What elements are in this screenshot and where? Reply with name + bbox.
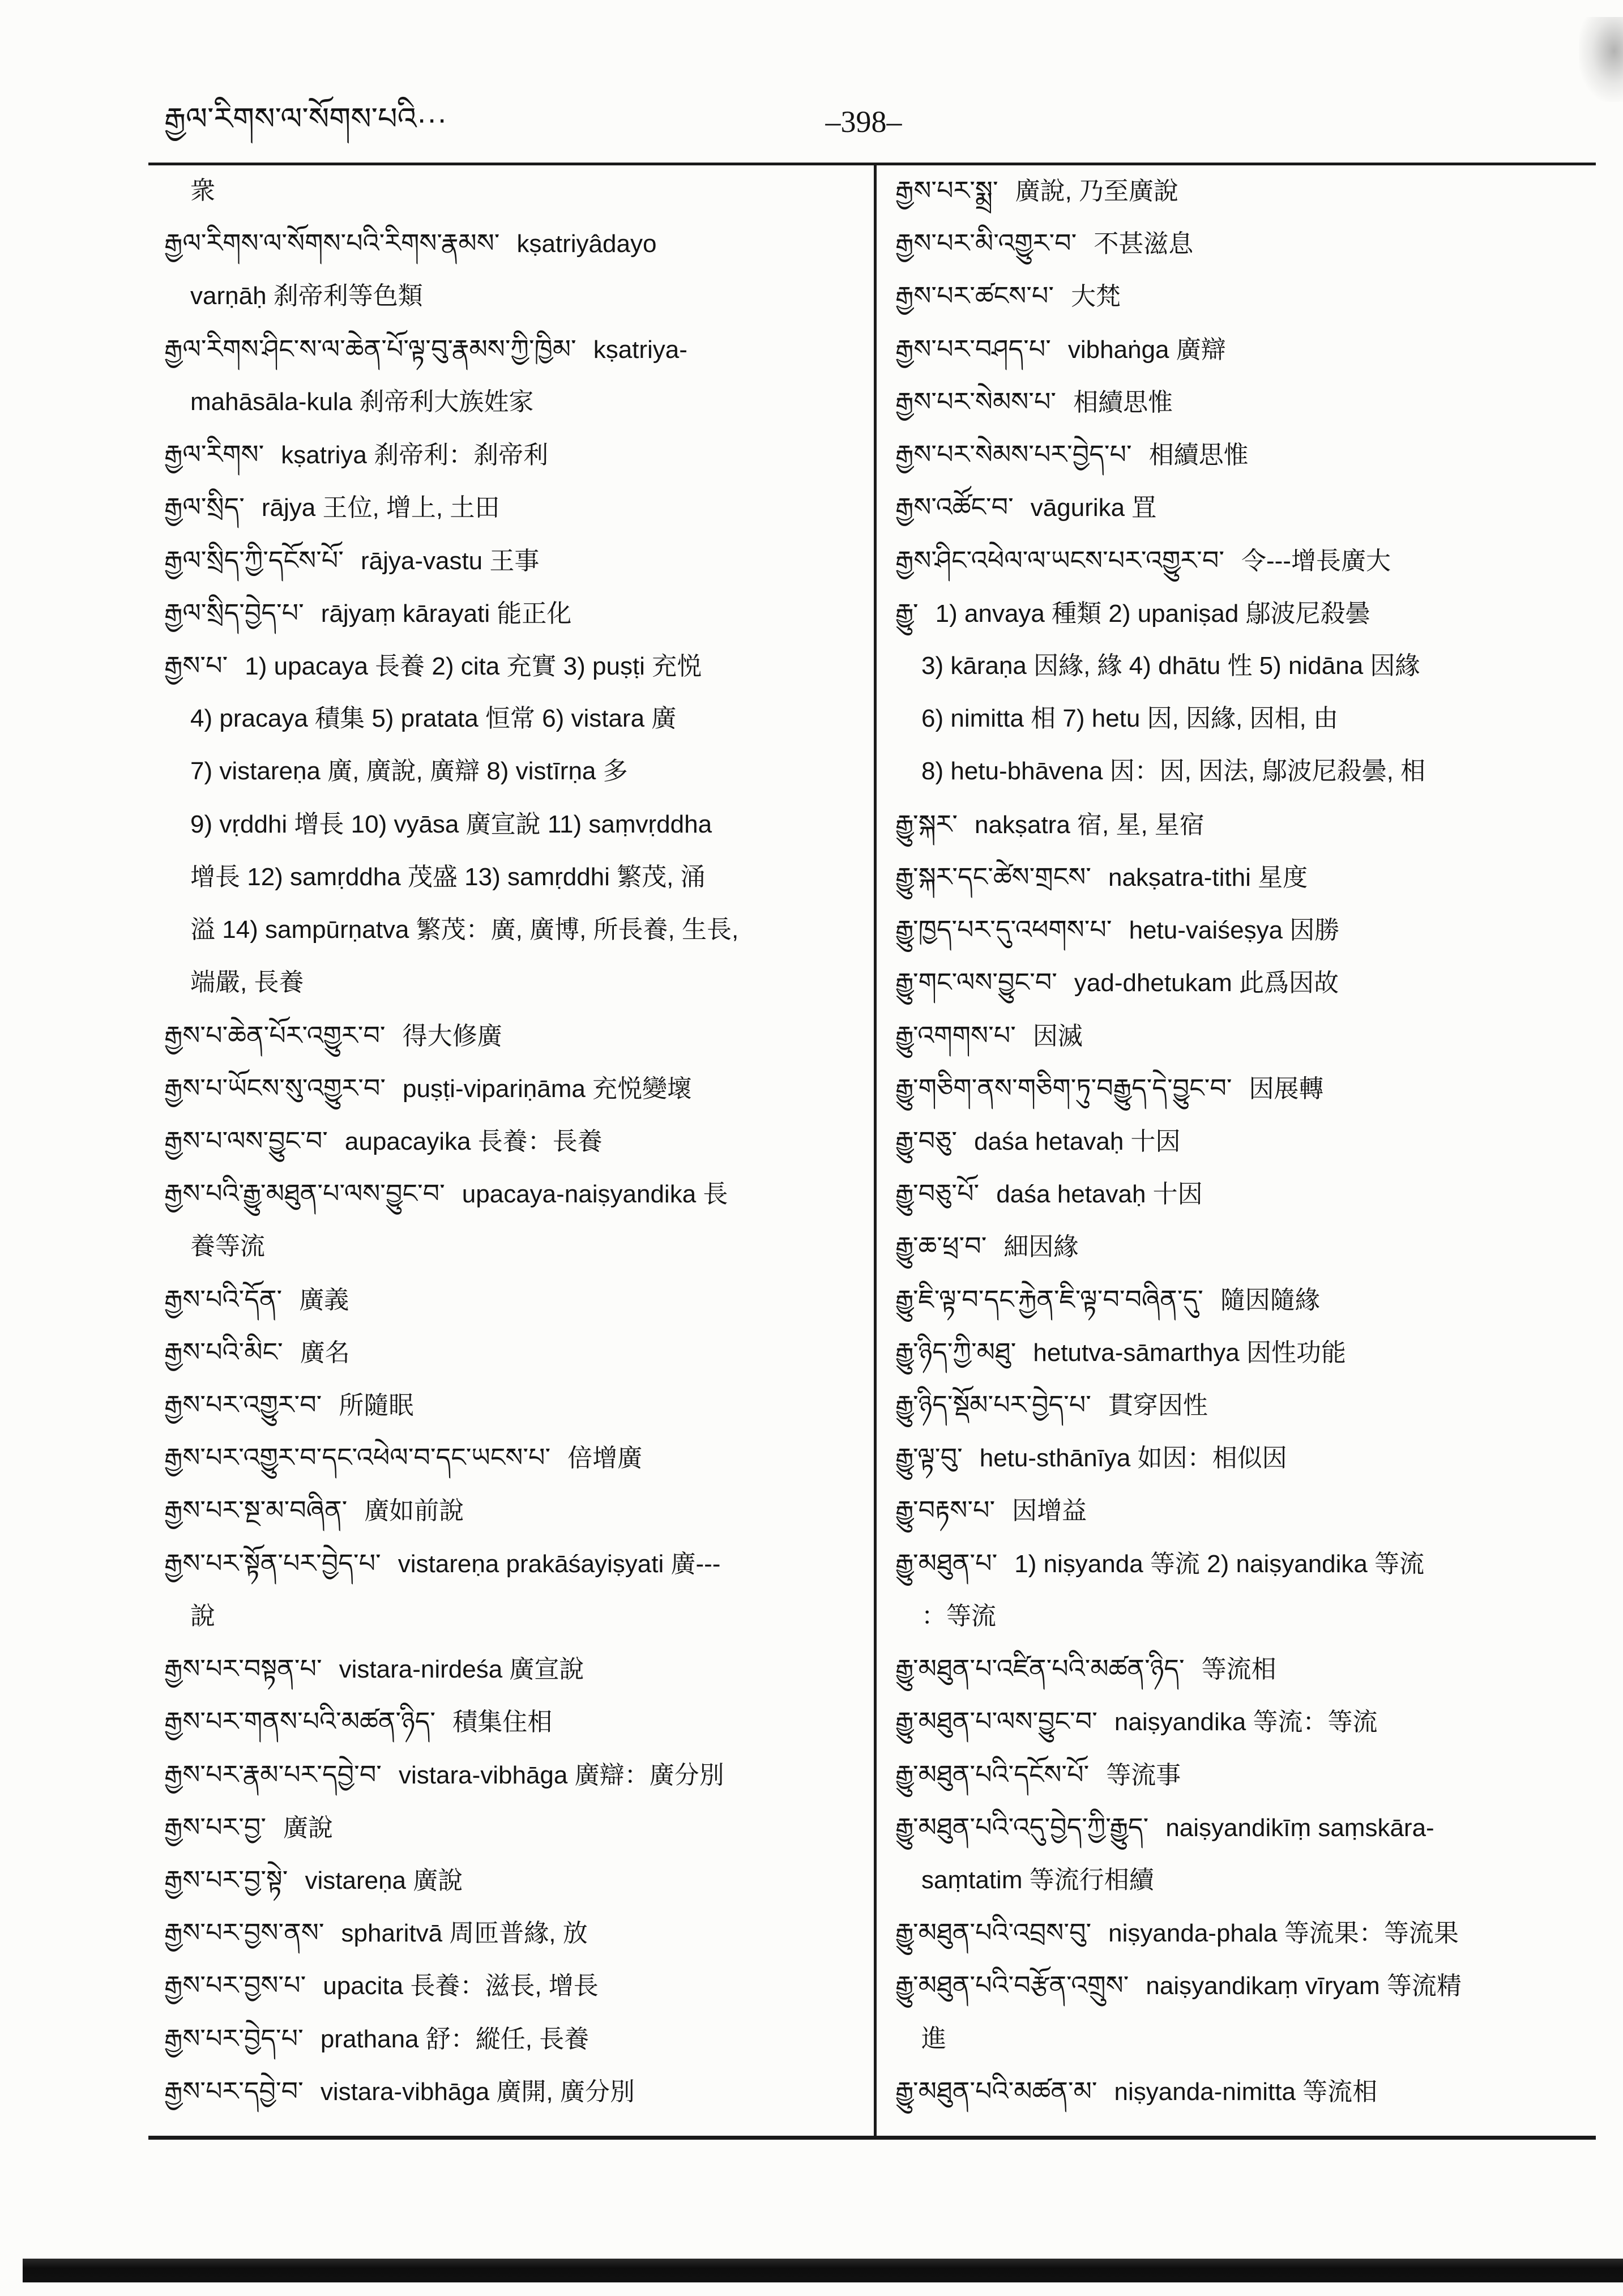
dictionary-entry [895, 1379, 1593, 1431]
entry-headword-line [895, 1537, 1593, 1590]
dictionary-entry [895, 1167, 1593, 1220]
entry-continuation-line: ：等流 [921, 1602, 996, 1630]
entry-definition: vibhaṅga 廣辯 [1067, 335, 1226, 364]
entry-headword-line [164, 1115, 866, 1167]
dictionary-entry [164, 1906, 866, 1959]
entry-headword-line [164, 1906, 866, 1959]
entry-definition: upacaya-naiṣyandika 長 [462, 1180, 728, 1209]
entry-definition: prathana 舒：縱任, 長養 [320, 2025, 590, 2053]
page-number: –398– [825, 105, 902, 139]
dictionary-entry [895, 1537, 1593, 1642]
entry-definition: naiṣyandikaṃ vīryam 等流精 [1146, 1972, 1462, 2000]
entry-continuation-line: 6) nimitta 相 7) hetu 因, 因緣, 因相, 由 [921, 705, 1338, 733]
tibetan-headword: རྒྱུ་ཉིད་སྡོམ་པར་བྱེད་པ་ [895, 1390, 1091, 1420]
dictionary-entry [164, 217, 866, 322]
tibetan-headword: རྒྱུ་མཐུན་པའི་མཚན་མ་ [895, 2076, 1097, 2106]
entry-headword-line [164, 1009, 866, 1062]
dictionary-entry [895, 956, 1593, 1009]
dictionary-entry [164, 1748, 866, 1801]
dictionary-entry [895, 1009, 1593, 1062]
entry-definition: 積集住相 [452, 1708, 553, 1736]
tibetan-headword: རྒྱལ་རིགས་ [164, 439, 264, 470]
entry-headword-line [895, 1801, 1593, 1854]
entry-headword-line [164, 1273, 866, 1326]
tibetan-headword: རྒྱས་པར་བྱ་སྟེ་ [164, 1865, 288, 1894]
entry-headword-line [895, 587, 1593, 639]
entry-headword-line [895, 1748, 1593, 1801]
entry-continuation-line: 養等流 [190, 1232, 265, 1261]
tibetan-headword: རྒྱས་པར་སྨྲ་ [895, 176, 998, 205]
entry-definition: rājya-vastu 王事 [360, 547, 540, 575]
entry-headword-line [895, 534, 1593, 587]
entry-headword-line [164, 2012, 866, 2065]
entry-definition: puṣṭi-vipariṇāma 充悦變壞 [403, 1074, 693, 1103]
tibetan-headword: རྒྱས་པར་བྱ་ [164, 1812, 267, 1842]
dictionary-entry [895, 217, 1593, 270]
dictionary-entry [164, 1009, 866, 1062]
tibetan-headword: རྒྱུ་མཐུན་པའི་འདུ་བྱེད་ཀྱི་རྒྱུད་ [895, 1812, 1149, 1842]
entry-definition: daśa hetavaḥ 十因 [974, 1127, 1181, 1155]
entry-continuation-line: 9) vṛddhi 增長 10) vyāsa 廣宣說 11) saṃvṛddha [190, 810, 712, 838]
entry-definition: vistara-vibhāga 廣辯：廣分別 [398, 1761, 724, 1789]
entry-definition: 1) anvaya 種類 2) upaniṣad 鄔波尼殺曇 [935, 599, 1370, 628]
entry-headword-line [895, 1167, 1593, 1220]
dictionary-entry [895, 323, 1593, 375]
entry-headword-line [895, 903, 1593, 956]
entry-definition: 相續思惟 [1148, 441, 1249, 470]
entry-definition: 廣說 [283, 1813, 334, 1842]
entry-definition: niṣyanda-nimitta 等流相 [1114, 2077, 1378, 2106]
entry-headword-line [164, 1326, 866, 1379]
tibetan-headword: རྒྱུ་འགགས་པ་ [895, 1020, 1016, 1050]
tibetan-headword: རྒྱས་པ་ [164, 650, 228, 680]
dictionary-entry [895, 428, 1593, 481]
dictionary-entry [164, 1484, 866, 1537]
dictionary-entry [895, 2065, 1593, 2118]
tibetan-headword: རྒྱས་པར་བསྟན་པ་ [164, 1654, 322, 1684]
tibetan-headword: རྒྱུ་སྐར་ [895, 809, 958, 839]
tibetan-headword: རྒྱུ་བཅུ་ [895, 1125, 958, 1155]
dictionary-entry [895, 1115, 1593, 1167]
dictionary-entry [164, 1431, 866, 1484]
entry-headword-line [895, 428, 1593, 481]
dictionary-entry [895, 1484, 1593, 1537]
entry-headword-line [164, 1167, 866, 1220]
dictionary-entry [164, 164, 866, 217]
tibetan-headword: རྒྱས་པར་དབྱེ་བ་ [164, 2076, 304, 2106]
entry-definition: hetu-sthānīya 如因：相似因 [979, 1444, 1287, 1473]
tibetan-headword: རྒྱལ་སྲིད་ [164, 492, 245, 522]
tibetan-headword: རྒྱས་པར་བྱས་ནས་ [164, 1918, 324, 1948]
entry-headword-line [164, 323, 866, 375]
tibetan-headword: རྒྱས་པའི་དོན་ [164, 1284, 283, 1314]
entry-definition: 因展轉 [1249, 1074, 1324, 1103]
dictionary-entry [895, 587, 1593, 798]
entry-headword-line [895, 1431, 1593, 1484]
tibetan-headword: རྒྱས་པར་བཤད་པ་ [895, 334, 1051, 364]
tibetan-headword: རྒྱལ་སྲིད་བྱེད་པ་ [164, 598, 304, 628]
entry-definition: nakṣatra 宿, 星, 星宿 [975, 810, 1205, 839]
entry-definition: vistara-vibhāga 廣開, 廣分別 [320, 2077, 635, 2106]
entry-definition: 所隨眠 [339, 1392, 414, 1420]
entry-definition: kṣatriyâdayo [516, 230, 657, 258]
footer-rule [148, 2136, 1596, 2140]
dictionary-entry [164, 1326, 866, 1379]
entry-headword-line [895, 956, 1593, 1009]
dictionary-entry [895, 534, 1593, 587]
dictionary-entry [164, 1062, 866, 1115]
entry-headword-line [895, 798, 1593, 851]
dictionary-entry [164, 1642, 866, 1695]
entry-headword-line [895, 217, 1593, 270]
tibetan-headword: རྒྱུ་མཐུན་པའི་བརྩོན་འགྲུས་ [895, 1970, 1129, 2000]
dictionary-entry [895, 1642, 1593, 1695]
entry-definition: daśa hetavaḥ 十因 [996, 1180, 1203, 1209]
tibetan-headword: རྒྱུ་གཅིག་ནས་གཅིག་ཏུ་བརྒྱུད་དེ་བྱུང་བ་ [895, 1073, 1232, 1103]
entry-definition: 因增益 [1012, 1497, 1087, 1525]
entry-definition: hetutva-sāmarthya 因性功能 [1033, 1338, 1346, 1367]
dictionary-entry [895, 1220, 1593, 1273]
entry-headword-line [895, 1484, 1593, 1537]
entry-definition: 廣如前說 [364, 1497, 464, 1525]
entry-continuation-line: varṇāḥ 刹帝利等色類 [190, 282, 423, 310]
dictionary-entry [164, 1115, 866, 1167]
dictionary-entry [895, 851, 1593, 903]
tibetan-headword: རྒྱུ་ཁྱད་པར་དུ་འཕགས་པ་ [895, 915, 1112, 945]
tibetan-headword: རྒྱས་པར་སེམས་པ་ [895, 386, 1057, 416]
entry-continuation-line: 溢 14) sampūrṇatva 繁茂：廣, 廣博, 所長養, 生長, [190, 916, 739, 944]
entry-headword-line [164, 481, 866, 534]
entry-headword-line [164, 1062, 866, 1115]
entry-definition: hetu-vaiśeṣya 因勝 [1129, 916, 1340, 945]
dictionary-entry [164, 1854, 866, 1906]
dictionary-entry [895, 270, 1593, 322]
tibetan-headword: རྒྱུ་མཐུན་པ་ལས་བྱུང་བ་ [895, 1706, 1097, 1736]
entry-continuation-line: mahāsāla-kula 刹帝利大族姓家 [190, 387, 534, 416]
dictionary-entry [895, 1748, 1593, 1801]
dictionary-entry [164, 1379, 866, 1431]
entry-definition: nakṣatra-tithi 星度 [1108, 863, 1308, 891]
dictionary-entry [164, 323, 866, 428]
entry-definition: 廣義 [299, 1286, 349, 1314]
tibetan-headword: རྒྱུ་མཐུན་པ་འཛིན་པའི་མཚན་ཉིད་ [895, 1654, 1185, 1684]
tibetan-headword: རྒྱས་པ་ཡོངས་སུ་འགྱུར་བ་ [164, 1073, 386, 1103]
entry-definition: spharitvā 周匝普緣, 放 [341, 1919, 588, 1948]
dictionary-entry [895, 1959, 1593, 2064]
entry-headword-line [164, 1801, 866, 1854]
tibetan-headword: རྒྱས་པར་གནས་པའི་མཚན་ཉིད་ [164, 1706, 436, 1736]
tibetan-headword: རྒྱུ་བརྟས་པ་ [895, 1495, 996, 1525]
tibetan-headword: རྒྱས་པར་བྱས་པ་ [164, 1970, 306, 2000]
entry-definition: 1) upacaya 長養 2) cita 充實 3) puṣṭi 充悦 [245, 652, 702, 680]
dictionary-entry [164, 1801, 866, 1854]
entry-continuation-line: 4) pracaya 積集 5) pratata 恒常 6) vistara 廣 [190, 705, 677, 733]
entry-headword-line [895, 1273, 1593, 1326]
entry-headword-line [895, 851, 1593, 903]
entry-headword-line [895, 481, 1593, 534]
tibetan-headword: རྒྱས་ཤིང་འཕེལ་ལ་ཡངས་པར་འགྱུར་བ་ [895, 545, 1224, 575]
entry-headword-line [164, 587, 866, 639]
entry-continuation-line: 3) kāraṇa 因緣, 緣 4) dhātu 性 5) nidāna 因緣 [921, 651, 1420, 680]
tibetan-headword: རྒྱུ་ཆ་ཕྲ་བ་ [895, 1231, 987, 1261]
dictionary-entry [895, 375, 1593, 428]
entry-definition: 大梵 [1071, 283, 1121, 311]
entry-headword-line [895, 1115, 1593, 1167]
entry-definition: vistara-nirdeśa 廣宣說 [339, 1655, 584, 1684]
tibetan-headword: རྒྱས་པར་ཚངས་པ་ [895, 281, 1054, 311]
entry-definition: niṣyanda-phala 等流果：等流果 [1108, 1919, 1459, 1948]
column-divider [874, 164, 877, 2137]
entry-headword-line [164, 217, 866, 270]
entry-headword-line [895, 1009, 1593, 1062]
dictionary-entry [164, 639, 866, 1009]
right-column [895, 164, 1593, 2118]
entry-headword-line [895, 1906, 1593, 1959]
entry-continuation-line: 衆 [190, 177, 215, 204]
dictionary-entry [164, 2065, 866, 2118]
entry-definition: yad-dhetukam 此爲因故 [1074, 969, 1339, 997]
entry-definition: 貫穿因性 [1108, 1392, 1208, 1420]
entry-definition: 等流相 [1201, 1655, 1276, 1684]
dictionary-entry [164, 1695, 866, 1748]
entry-definition: vistareṇa prakāśayiṣyati 廣--- [398, 1550, 721, 1578]
entry-headword-line [895, 270, 1593, 322]
entry-headword-line [895, 1379, 1593, 1431]
entry-headword-line [164, 1748, 866, 1801]
entry-headword-line [164, 2065, 866, 2118]
entry-headword-line [164, 1484, 866, 1537]
dictionary-entry [895, 1273, 1593, 1326]
tibetan-headword: རྒྱུ་མཐུན་པའི་འབྲས་བུ་ [895, 1918, 1092, 1948]
entry-definition: vistareṇa 廣說 [305, 1867, 463, 1894]
entry-headword-line [895, 323, 1593, 375]
entry-definition: naiṣyandika 等流：等流 [1114, 1708, 1378, 1736]
entry-definition: rājyaṃ kārayati 能正化 [321, 599, 572, 628]
entry-headword-line [895, 1326, 1593, 1379]
entry-headword-line [895, 1642, 1593, 1695]
dictionary-entry [164, 2012, 866, 2065]
dictionary-entry [164, 1167, 866, 1273]
entry-headword-line [164, 1695, 866, 1748]
entry-definition: kṣatriya 刹帝利：刹帝利 [281, 441, 549, 470]
tibetan-headword: རྒྱས་པ་ཆེན་པོར་འགྱུར་བ་ [164, 1020, 386, 1050]
tibetan-headword: རྒྱུ་བཅུ་པོ་ [895, 1179, 980, 1209]
dictionary-entry [895, 1801, 1593, 1906]
tibetan-headword: རྒྱས་པར་འགྱུར་བ་ [164, 1390, 322, 1420]
tibetan-headword: རྒྱས་པར་འགྱུར་བ་དང་འཕེལ་བ་དང་ཡངས་པ་ [164, 1443, 551, 1473]
dictionary-entry [164, 587, 866, 639]
tibetan-headword: རྒྱུ་ཉིད་ཀྱི་མཐུ་ [895, 1337, 1016, 1367]
tibetan-headword: རྒྱས་པར་སྟོན་པར་བྱེད་པ་ [164, 1548, 381, 1578]
entry-headword-line [895, 1062, 1593, 1115]
tibetan-headword: རྒྱས་པའི་མིང་ [164, 1337, 283, 1367]
entry-continuation-line: 進 [921, 2024, 946, 2052]
tibetan-headword: རྒྱུ་མཐུན་པ་ [895, 1548, 998, 1578]
tibetan-headword: རྒྱས་པར་མི་འགྱུར་བ་ [895, 228, 1077, 258]
entry-headword-line [895, 375, 1593, 428]
entry-headword-line [164, 1959, 866, 2012]
dictionary-entry [164, 534, 866, 587]
entry-headword-line [895, 1959, 1593, 2012]
entry-definition: 令---增長廣大 [1241, 547, 1391, 575]
entry-definition: 等流事 [1106, 1761, 1181, 1789]
entry-definition: 不甚滋息 [1094, 230, 1194, 258]
entry-headword-line [164, 1379, 866, 1431]
tibetan-headword: རྒྱལ་རིགས་ལ་སོགས་པའི་རིགས་རྣམས་ [164, 228, 500, 258]
entry-headword-line [164, 1854, 866, 1906]
entry-definition: 廣說, 乃至廣說 [1015, 177, 1179, 205]
tibetan-headword: རྒྱས་པར་བྱེད་པ་ [164, 2023, 304, 2053]
scan-edge-band [23, 2259, 1623, 2282]
tibetan-headword: རྒྱུ་སྐར་དང་ཚེས་གྲངས་ [895, 861, 1091, 891]
tibetan-headword: རྒྱུ་གང་ལས་བྱུང་བ་ [895, 967, 1057, 997]
entry-definition: rājya 王位, 增上, 土田 [261, 494, 500, 522]
dictionary-entry [895, 1062, 1593, 1115]
entry-definition: kṣatriya- [593, 335, 687, 364]
entry-definition: aupacayika 長養：長養 [344, 1127, 603, 1155]
dictionary-entry [895, 1695, 1593, 1748]
tibetan-headword: རྒྱུ་ཇི་ལྟ་བ་དང་རྐྱེན་ཇི་ལྟ་བ་བཞིན་དུ་ [895, 1284, 1203, 1314]
entry-definition: 1) niṣyanda 等流 2) naiṣyandika 等流 [1014, 1550, 1425, 1578]
entry-continuation-line: 說 [190, 1602, 215, 1630]
dictionary-entry [895, 798, 1593, 851]
entry-continuation-line: 7) vistareṇa 廣, 廣說, 廣辯 8) vistīrṇa 多 [190, 757, 628, 786]
dictionary-entry [895, 903, 1593, 956]
tibetan-headword: རྒྱས་པ་ལས་བྱུང་བ་ [164, 1125, 328, 1155]
entry-continuation-line: saṃtatim 等流行相續 [921, 1866, 1154, 1894]
tibetan-headword: རྒྱལ་རིགས་ཤིང་ས་ལ་ཆེན་པོ་ལྟ་བུ་རྣམས་ཀྱི་ཁྱིམ་ [164, 334, 576, 364]
dictionary-entry [895, 481, 1593, 534]
tibetan-headword: རྒྱས་པར་སྔ་མ་བཞིན་ [164, 1495, 348, 1525]
dictionary-entry [164, 481, 866, 534]
entry-definition: 得大修廣 [402, 1022, 502, 1050]
entry-headword-line [895, 1695, 1593, 1748]
tibetan-headword: རྒྱུ་མཐུན་པའི་དངོས་པོ་ [895, 1759, 1090, 1789]
entry-headword-line [895, 1220, 1593, 1273]
entry-definition: 細因緣 [1003, 1233, 1079, 1261]
tibetan-headword: རྒྱལ་སྲིད་ཀྱི་དངོས་པོ་ [164, 545, 344, 575]
tibetan-headword: རྒྱས་པའི་རྒྱུ་མཐུན་པ་ལས་བྱུང་བ་ [164, 1179, 445, 1209]
entry-headword-line [164, 428, 866, 481]
tibetan-headword: རྒྱུ་ལྟ་བུ་ [895, 1443, 963, 1473]
entry-headword-line [164, 639, 866, 692]
entry-headword-line [164, 1537, 866, 1590]
tibetan-headword: རྒྱུ་ [895, 598, 919, 628]
entry-definition: naiṣyandikīṃ saṃskāra- [1165, 1813, 1434, 1842]
entry-continuation-line: 端嚴, 長養 [190, 968, 304, 997]
dictionary-entry [164, 1959, 866, 2012]
entry-headword-line [164, 534, 866, 587]
entry-definition: upacita 長養：滋長, 增長 [323, 1972, 599, 2000]
left-column [164, 164, 866, 2118]
entry-continuation-line: 8) hetu-bhāvena 因：因, 因法, 鄔波尼殺曇, 相 [921, 757, 1426, 786]
entry-definition: 廣名 [300, 1338, 350, 1367]
tibetan-headword: རྒྱས་པར་སེམས་པར་བྱེད་པ་ [895, 439, 1132, 470]
entry-definition: 倍增廣 [567, 1444, 643, 1473]
dictionary-entry [895, 164, 1593, 217]
dictionary-entry [164, 1537, 866, 1642]
tibetan-headword: རྒྱས་འཚོང་བ་ [895, 492, 1014, 522]
entry-headword-line [164, 1642, 866, 1695]
entry-definition: vāgurika 罝 [1030, 494, 1157, 522]
entry-definition: 因滅 [1032, 1022, 1083, 1050]
entry-headword-line [164, 1431, 866, 1484]
dictionary-entry [164, 428, 866, 481]
scan-artifact [1579, 17, 1623, 102]
entry-continuation-line: 增長 12) samṛddha 茂盛 13) samṛddhi 繁茂, 涌 [190, 863, 706, 891]
dictionary-entry [895, 1906, 1593, 1959]
dictionary-entry [895, 1431, 1593, 1484]
dictionary-entry [164, 1273, 866, 1326]
dictionary-entry [895, 1326, 1593, 1379]
entry-headword-line [895, 164, 1593, 217]
running-header: རྒྱལ་རིགས་ལ་སོགས་པའི··· [164, 102, 447, 136]
tibetan-headword: རྒྱས་པར་རྣམ་པར་དབྱེ་བ་ [164, 1759, 382, 1789]
entry-definition: 相續思惟 [1073, 388, 1173, 416]
entry-definition: 隨因隨緣 [1220, 1286, 1320, 1314]
entry-headword-line [895, 2065, 1593, 2118]
